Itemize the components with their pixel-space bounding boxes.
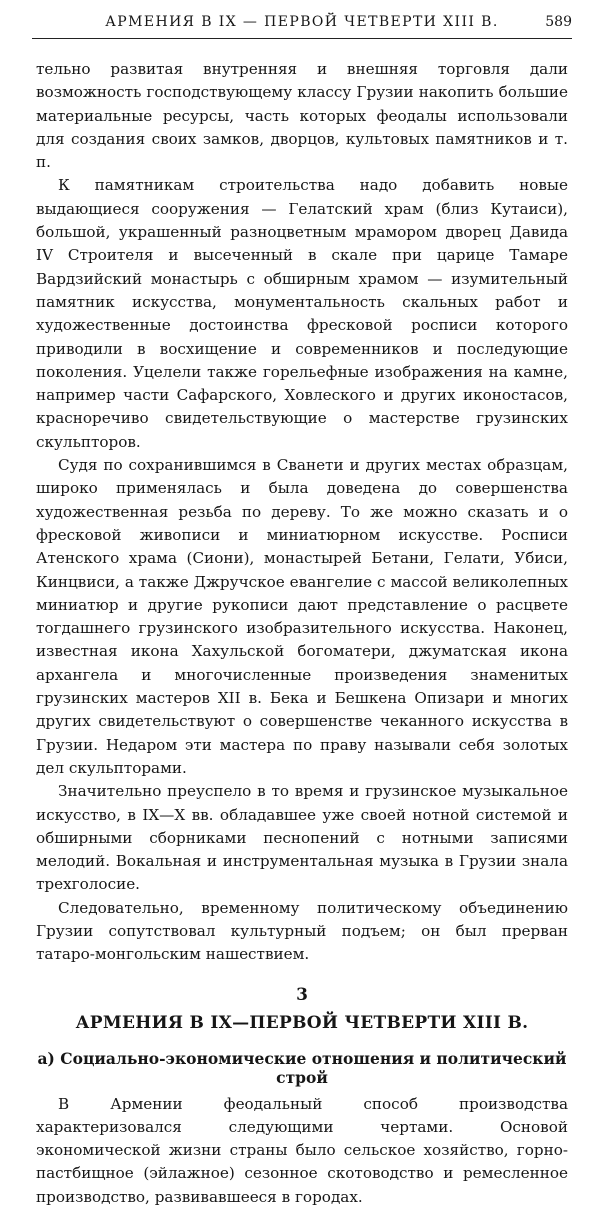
page-number: 589 (545, 14, 572, 30)
paragraph: Значительно преуспело в то время и грузинское музыкальное искусство, в IX—X вв. обладавшее уже своей нотной системой и обширными сборниками песнопений с нотными записями мелодий. Вокальная и инструментальная музыка в Грузии знала трехголосие. (36, 782, 568, 894)
subsection-title: а) Социально-экономические отношения и политический строй (37, 1048, 567, 1087)
paragraph: Следовательно, временному политическому объединению Грузии сопутствовал культурный подъем; он был прерван татаро-монгольским нашествием. (36, 898, 568, 964)
section-paragraph: В Армении феодальный способ производства характеризовался следующими чертами. Основой экономической жизни страны было сельское хозяйство, горно-пастбищное (эйлажное) сезонное скотоводство и ремесленное производство, развивавшееся в городах. (36, 1094, 568, 1206)
paragraph-continued: тельно развитая внутренняя и внешняя торговля дали возможность господствующему классу Грузии накопить большие материальные ресурсы, часть которых феодалы использовали для создания своих замков, дворцов, культовых памятников и т. п. (36, 60, 568, 172)
paragraph: К памятникам строительства надо добавить новые выдающиеся сооружения — Гелатский храм (близ Кутаиси), большой, украшенный разноцветным мрамором дворец Давида IV Строителя и высеченный в скале при царице Тамаре Вардзийский монастырь с обширным храмом — изумительный памятник искусства, монументальность скальных работ и художественные достоинства фресковой росписи которого приводили в восхищение и современников и последующие поколения. Уцелели также горельефные изображения на камне, например части Сафарского, Ховлеского и других иконостасов, красноречиво свидетельствующие о мастерстве грузинских скульпторов. (36, 176, 568, 451)
running-title: АРМЕНИЯ В IX — ПЕРВОЙ ЧЕТВЕРТИ XIII В. (105, 14, 499, 30)
paragraph: Судя по сохранившимся в Сванети и других местах образцам, широко применялась и была доведена до совершенства художественная резьба по дереву. То же можно сказать и о фресковой живописи и миниатюрном искусстве. Росписи Атенского храма (Сиони), монастырей Бетани, Гелати, Убиси, Кинцвиси, а также Джручское евангелие с массой великолепных миниатюр и другие рукописи дают представление о расцвете тогдашнего грузинского изобразительного искусства. Наконец, известная икона Хахульской богоматери, джуматская икона архангела и многочисленные произведения знаменитых грузинских мастеров XII в. Бека и Бешкена Опизари и многих других свидетельствуют о совершенстве чеканного искусства в Грузии. Недаром эти мастера по праву называли себя золотых дел скульпторами. (36, 456, 568, 777)
section-title: АРМЕНИЯ В IX—ПЕРВОЙ ЧЕТВЕРТИ XIII В. (75, 1012, 529, 1033)
section-number: 3 (296, 984, 308, 1005)
running-header (32, 14, 572, 39)
page-body (36, 58, 568, 1209)
